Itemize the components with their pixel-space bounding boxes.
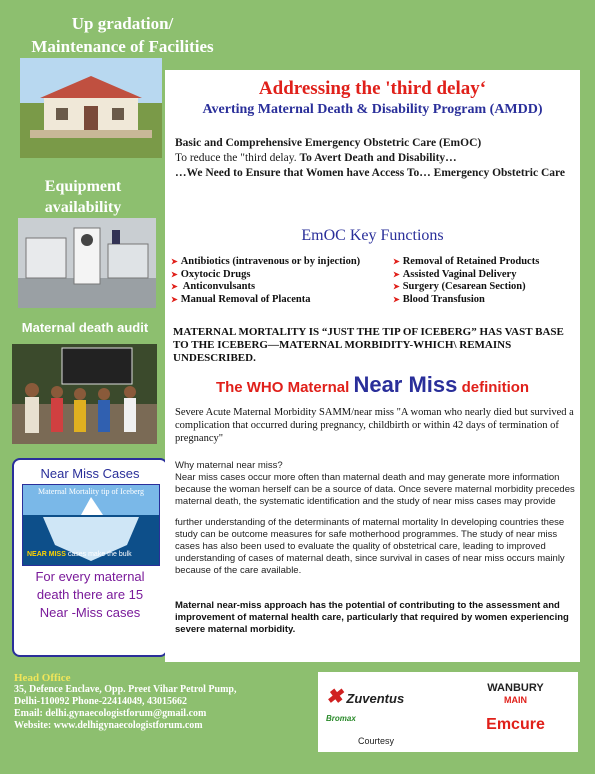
list-item: ➤ Surgery (Cesarean Section) — [393, 281, 526, 292]
emoc-line2 — [175, 151, 575, 166]
sponsor-box — [318, 672, 578, 752]
bullet-arrow-icon: ➤ — [393, 257, 400, 266]
emcure-logo: Emcure — [486, 716, 545, 733]
iceberg-image — [22, 484, 160, 566]
functions-left-list — [171, 256, 386, 306]
bullet-arrow-icon: ➤ — [393, 282, 400, 291]
zuventus-logo: ✖ Zuventus Bromax — [326, 686, 405, 723]
list-item: ➤ Antibiotics (intravenous or by injection) — [171, 256, 361, 267]
near-miss-note-line3: Near -Miss cases — [39, 605, 141, 620]
emoc-line1: Basic and Comprehensive Emergency Obstetric Care (EmOC) — [175, 137, 482, 149]
list-item: ➤ Manual Removal of Placenta — [171, 293, 311, 305]
near-miss-note-line1: For every maternal — [35, 569, 145, 584]
severe-definition: Severe Acute Maternal Morbidity SAMM/near miss "A woman who nearly died but survived a complication that occurred during pregnancy, childbirth or within 42 days of termination of pregnancy" — [175, 407, 574, 444]
bullet-arrow-icon: ➤ — [171, 294, 178, 304]
address-line1: 35, Defence Enclave, Opp. Preet Vihar Petrol Pump, — [14, 684, 237, 695]
courtesy-label: Courtesy — [358, 736, 395, 746]
bullet-arrow-icon: ➤ — [393, 269, 400, 279]
head-office-title: Head Office — [14, 672, 71, 684]
emoc-line3: …We Need to Ensure that Women have Access To… Emergency Obstetric Care — [175, 167, 566, 179]
emoc-intro — [175, 136, 575, 181]
equipment-photo — [18, 218, 156, 308]
email-link[interactable]: Email: delhi.gynaecologistforum@gmail.com — [14, 708, 207, 719]
emoc-line2b: To Avert Death and Disability… — [299, 152, 457, 164]
bullet-arrow-icon: ➤ — [393, 294, 400, 304]
facilities-heading — [0, 12, 245, 58]
equipment-heading-line1: Equipment — [44, 178, 122, 195]
why-near-miss — [175, 460, 575, 586]
list-item: ➤ Assisted Vaginal Delivery — [393, 268, 517, 280]
near-miss-box-title: Near Miss Cases — [40, 466, 140, 481]
iceberg-caption: Maternal Mortality tip of Iceberg — [37, 487, 145, 496]
equipment-heading-line2: availability — [44, 199, 122, 216]
list-item: ➤ Oxytocic Drugs — [171, 268, 251, 280]
audit-heading: Maternal death audit — [21, 320, 149, 335]
emoc-line2a: To reduce the "third delay. — [175, 152, 300, 164]
facilities-heading-line1: Up gradation/ — [71, 14, 174, 33]
panel-subtitle: Averting Maternal Death & Disability Program (AMDD) — [202, 102, 543, 117]
who-heading: The WHO Maternal Near Miss definition — [215, 372, 530, 397]
facility-building-photo — [20, 58, 162, 158]
bullet-arrow-icon: ➤ — [171, 269, 178, 279]
wanbury-sub: MAIN — [504, 695, 527, 705]
why-question: Why maternal near miss? — [175, 460, 283, 471]
zuventus-sub: Bromax — [326, 714, 356, 723]
iceberg-sublabel: cases make the bulk — [67, 551, 132, 558]
bullet-arrow-icon: ➤ — [171, 257, 178, 266]
main-panel — [165, 70, 580, 662]
list-item: ➤ Anticonvulsants — [171, 281, 256, 292]
who-heading-emphasis: Near Miss — [353, 372, 458, 397]
wanbury-logo: WANBURY MAIN — [458, 682, 573, 706]
head-office — [14, 672, 314, 732]
bullet-arrow-icon: ➤ — [171, 282, 178, 291]
address-line2: Delhi-110092 Phone-22414049, 43015662 — [14, 696, 188, 707]
key-functions-title: EmOC Key Functions — [301, 227, 444, 244]
near-miss-note — [14, 568, 166, 622]
panel-title: Addressing the 'third delay‘ — [258, 78, 487, 99]
facilities-heading-line2: Maintenance of Facilities — [31, 37, 214, 56]
website-link[interactable]: Website: www.delhigynaecologistforum.com — [14, 720, 203, 731]
why-paragraph-2: further understanding of the determinants of maternal mortality In developing countries these study can be outcome measures for safe motherhood programmes. The study of near miss cases has also been used to evaluate the quality of obstetrical care, leading to improved understanding of cases of maternal death, since survival in cases of near miss occurs mainly because of the care available. — [175, 517, 565, 576]
audit-meeting-photo — [12, 344, 157, 444]
iceberg-label: NEAR MISS — [27, 551, 66, 558]
near-miss-note-line2: death there are 15 — [36, 587, 144, 602]
why-paragraph-1: Near miss cases occur more often than maternal death and may generate more information because the woman herself can be a source of data. Once severe maternal morbidity precedes maternal death, the systematic identification and the study of near miss cases may provide — [175, 472, 575, 507]
conclusion: Maternal near-miss approach has the potential of contributing to the assessment and improvement of maternal health care, particularly that required by women experiencing severe maternal morbidity. — [175, 600, 569, 635]
equipment-heading — [0, 176, 166, 218]
mortality-statement: MATERNAL MORTALITY IS “JUST THE TIP OF ICEBERG” HAS VAST BASE TO THE ICEBERG—MATERNAL MORBIDITY-WHICH\ REMAINS UNDESCRIBED. — [173, 326, 564, 364]
list-item: ➤ Removal of Retained Products — [393, 256, 540, 267]
list-item: ➤ Blood Transfusion — [393, 293, 485, 305]
near-miss-box — [12, 458, 168, 657]
functions-right-list — [393, 256, 578, 306]
zuventus-mark-icon: ✖ — [326, 686, 343, 708]
